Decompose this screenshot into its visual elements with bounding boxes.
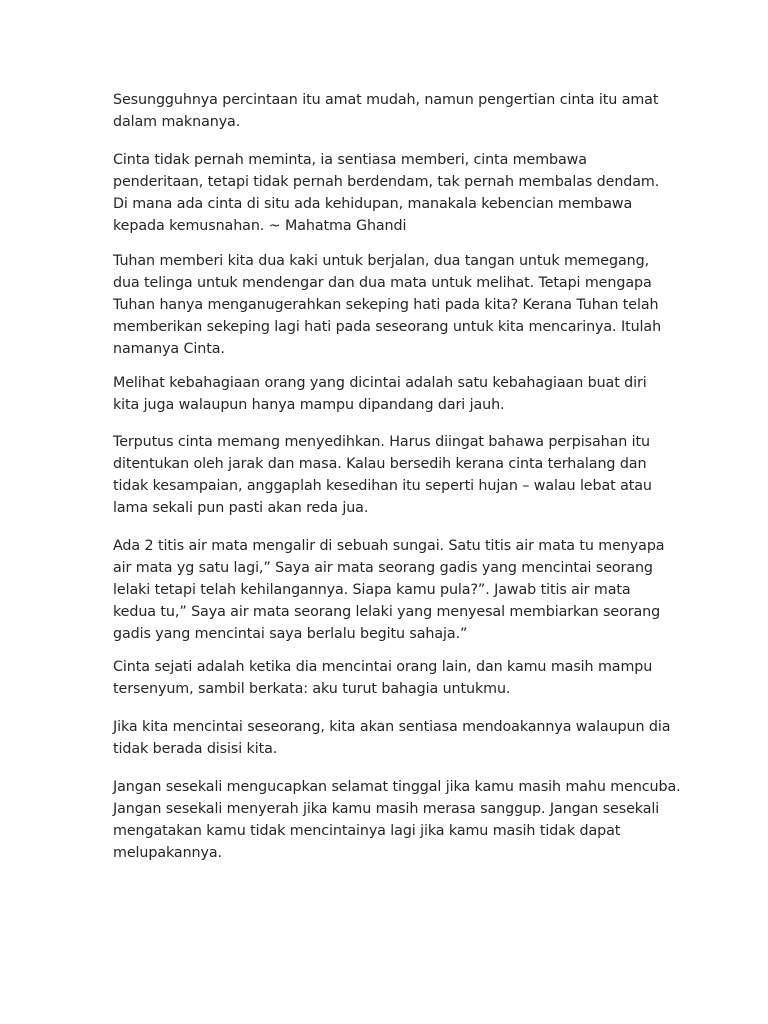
paragraph-line: Tuhan hanya menganugerahkan sekeping hati pada kita? Kerana Tuhan telah: [113, 297, 659, 313]
paragraph-line: Melihat kebahagiaan orang yang dicintai adalah satu kebahagiaan buat diri: [113, 375, 647, 391]
paragraph-line: Terputus cinta memang menyedihkan. Harus diingat bahawa perpisahan itu: [113, 434, 651, 450]
paragraph-line: namanya Cinta.: [113, 341, 225, 357]
paragraph-line: Jangan sesekali menyerah jika kamu masih merasa sanggup. Jangan sesekali: [113, 801, 660, 817]
paragraph-line: penderitaan, tetapi tidak pernah berdendam, tak pernah membalas dendam.: [113, 174, 660, 190]
paragraph-line: dua telinga untuk mendengar dan dua mata untuk melihat. Tetapi mengapa: [113, 275, 652, 291]
paragraph-line: ditentukan oleh jarak dan masa. Kalau bersedih kerana cinta terhalang dan: [113, 456, 647, 472]
paragraph-line: lama sekali pun pasti akan reda jua.: [113, 500, 369, 516]
paragraph-line: Cinta tidak pernah meminta, ia sentiasa memberi, cinta membawa: [113, 152, 587, 168]
paragraph-line: Cinta sejati adalah ketika dia mencintai orang lain, dan kamu masih mampu: [113, 659, 653, 675]
paragraph-line: kita juga walaupun hanya mampu dipandang dari jauh.: [113, 397, 505, 413]
paragraph-line: dalam maknanya.: [113, 114, 241, 130]
paragraph-2: [113, 149, 659, 237]
paragraph-4: [113, 372, 647, 416]
paragraph-line: Tuhan memberi kita dua kaki untuk berjalan, dua tangan untuk memegang,: [113, 253, 650, 269]
paragraph-5: [113, 431, 652, 519]
paragraph-line: Jika kita mencintai seseorang, kita akan sentiasa mendoakannya walaupun dia: [113, 719, 671, 735]
paragraph-7: [113, 656, 652, 700]
paragraph-line: kedua tu,” Saya air mata seorang lelaki yang menyesal membiarkan seorang: [113, 604, 661, 620]
paragraph-line: tidak berada disisi kita.: [113, 741, 278, 757]
paragraph-line: memberikan sekeping lagi hati pada seseorang untuk kita mencarinya. Itulah: [113, 319, 662, 335]
paragraph-3: [113, 250, 661, 360]
paragraph-line: tidak kesampaian, anggaplah kesedihan itu seperti hujan – walau lebat atau: [113, 478, 652, 494]
paragraph-line: melupakannya.: [113, 845, 222, 861]
paragraph-9: [113, 776, 681, 864]
paragraph-line: Sesungguhnya percintaan itu amat mudah, namun pengertian cinta itu amat: [113, 92, 659, 108]
paragraph-6: [113, 535, 664, 645]
paragraph-line: air mata yg satu lagi,” Saya air mata seorang gadis yang mencintai seorang: [113, 560, 653, 576]
paragraph-1: [113, 89, 658, 133]
paragraph-line: lelaki tetapi telah kehilangannya. Siapa kamu pula?”. Jawab titis air mata: [113, 582, 631, 598]
paragraph-line: Ada 2 titis air mata mengalir di sebuah sungai. Satu titis air mata tu menyapa: [113, 538, 665, 554]
paragraph-line: gadis yang mencintai saya berlalu begitu sahaja.”: [113, 626, 468, 642]
paragraph-line: kepada kemusnahan. ~ Mahatma Ghandi: [113, 218, 407, 234]
paragraph-line: Di mana ada cinta di situ ada kehidupan, manakala kebencian membawa: [113, 196, 633, 212]
paragraph-line: mengatakan kamu tidak mencintainya lagi jika kamu masih tidak dapat: [113, 823, 621, 839]
paragraph-8: [113, 716, 670, 760]
paragraph-line: tersenyum, sambil berkata: aku turut bahagia untukmu.: [113, 681, 511, 697]
paragraph-line: Jangan sesekali mengucapkan selamat tinggal jika kamu masih mahu mencuba.: [113, 779, 681, 795]
